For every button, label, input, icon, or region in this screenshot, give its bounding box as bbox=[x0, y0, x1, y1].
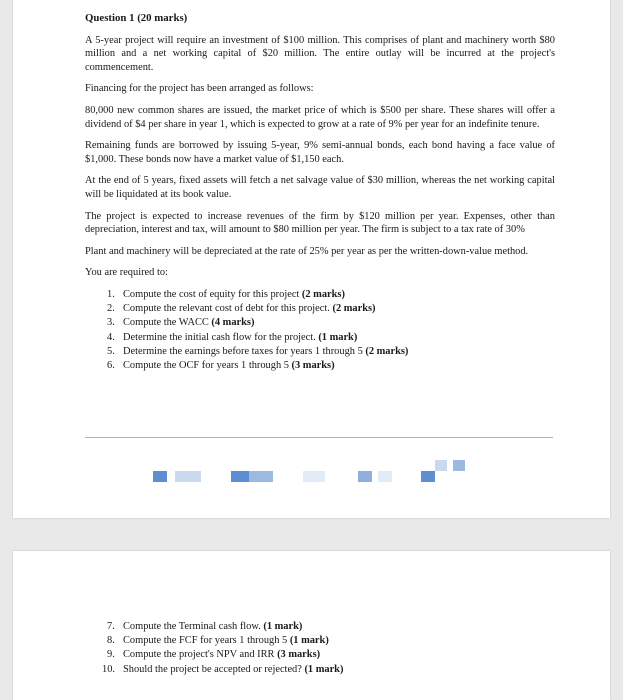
task-item bbox=[105, 345, 555, 359]
task-item bbox=[105, 634, 555, 648]
task-text: Compute the relevant cost of debt for this project. bbox=[123, 303, 333, 315]
task-text: Determine the initial cash flow for the project. bbox=[123, 331, 319, 343]
page-1-content bbox=[85, 12, 555, 373]
task-item bbox=[105, 359, 555, 373]
task-number: 6. bbox=[107, 359, 115, 371]
task-list-page-2 bbox=[85, 620, 555, 677]
redacted-blur-region bbox=[153, 471, 483, 493]
task-number: 1. bbox=[107, 288, 115, 300]
blur-block bbox=[249, 471, 273, 482]
blur-block bbox=[303, 471, 325, 482]
paragraph-salvage: At the end of 5 years, fixed assets will fetch a net salvage value of $30 million, whereas the net working capital will be liquidated at its book value. bbox=[85, 175, 555, 200]
task-item bbox=[105, 620, 555, 634]
task-marks: (1 mark) bbox=[289, 635, 329, 647]
task-number: 7. bbox=[107, 621, 115, 632]
document-page-2 bbox=[13, 551, 610, 700]
task-item bbox=[105, 302, 555, 316]
task-item bbox=[105, 316, 555, 330]
task-marks: (3 marks) bbox=[291, 359, 335, 371]
task-marks: (2 marks) bbox=[365, 345, 409, 357]
blur-block bbox=[421, 471, 435, 482]
paragraph-investment: A 5-year project will require an investment of $100 million. This comprises of plant and machinery worth $80 million and a net working capital of $20 million. The entire outlay will be incurred at the project's commencement. bbox=[85, 34, 555, 73]
blur-block bbox=[378, 471, 392, 482]
paragraph-debt: Remaining funds are borrowed by issuing 5-year, 9% semi-annual bonds, each bond having a face value of $1,000. These bonds now have a market value of $1,150 each. bbox=[85, 140, 555, 165]
page-2-content bbox=[85, 620, 555, 677]
blur-block bbox=[175, 471, 201, 482]
blur-block bbox=[435, 460, 447, 471]
task-marks: (3 marks) bbox=[277, 649, 321, 661]
task-number: 9. bbox=[107, 649, 115, 661]
task-text: Determine the earnings before taxes for years 1 through 5 bbox=[123, 345, 366, 357]
highlight-rule bbox=[85, 437, 553, 438]
task-number: 8. bbox=[107, 635, 115, 647]
blur-block bbox=[153, 471, 167, 482]
task-text: Compute the Terminal cash flow. bbox=[123, 621, 264, 632]
task-item bbox=[105, 288, 555, 302]
task-marks: (1 mark) bbox=[263, 621, 303, 632]
task-number: 10. bbox=[102, 663, 115, 675]
paragraph-financing-intro: Financing for the project has been arranged as follows: bbox=[85, 83, 314, 95]
paragraph-depreciation: Plant and machinery will be depreciated at the rate of 25% per year as per the written-down-value method. bbox=[85, 245, 529, 257]
paragraph-revenues: The project is expected to increase revenues of the firm by $120 million per year. Expenses, other than depreciation, interest and tax, will amount to $80 million per year. The firm is subject to a tax rate of 30% bbox=[85, 210, 555, 236]
task-marks: (2 marks) bbox=[332, 303, 376, 315]
task-text: Compute the WACC bbox=[123, 317, 212, 329]
task-number: 4. bbox=[107, 331, 115, 343]
task-marks: (4 marks) bbox=[211, 317, 255, 329]
task-item bbox=[105, 331, 555, 345]
task-text: Compute the FCF for years 1 through 5 bbox=[123, 635, 290, 647]
blur-block bbox=[358, 471, 372, 482]
task-marks: (2 marks) bbox=[301, 288, 345, 300]
paragraph-required: You are required to: bbox=[85, 267, 168, 279]
task-text: Compute the cost of equity for this project bbox=[123, 288, 302, 300]
task-text: Compute the project's NPV and IRR bbox=[123, 649, 278, 661]
blur-block bbox=[231, 471, 249, 482]
task-number: 3. bbox=[107, 317, 115, 329]
task-number: 5. bbox=[107, 345, 115, 357]
document-page-1 bbox=[13, 0, 610, 518]
task-number: 2. bbox=[107, 303, 115, 315]
question-title: Question 1 (20 marks) bbox=[85, 12, 188, 24]
paragraph-equity: 80,000 new common shares are issued, the market price of which is $500 per share. These shares will offer a dividend of $4 per share in year 1, which is expected to grow at a rate of 9% per year for an indefinite tenure. bbox=[85, 104, 555, 130]
blur-block bbox=[453, 460, 465, 471]
task-marks: (1 mark) bbox=[318, 331, 358, 343]
task-marks: (1 mark) bbox=[304, 663, 344, 675]
task-list-page-1 bbox=[85, 288, 555, 373]
task-item bbox=[102, 663, 555, 677]
task-text: Should the project be accepted or rejected? bbox=[123, 663, 305, 675]
task-text: Compute the OCF for years 1 through 5 bbox=[123, 359, 292, 371]
task-item bbox=[105, 648, 555, 662]
